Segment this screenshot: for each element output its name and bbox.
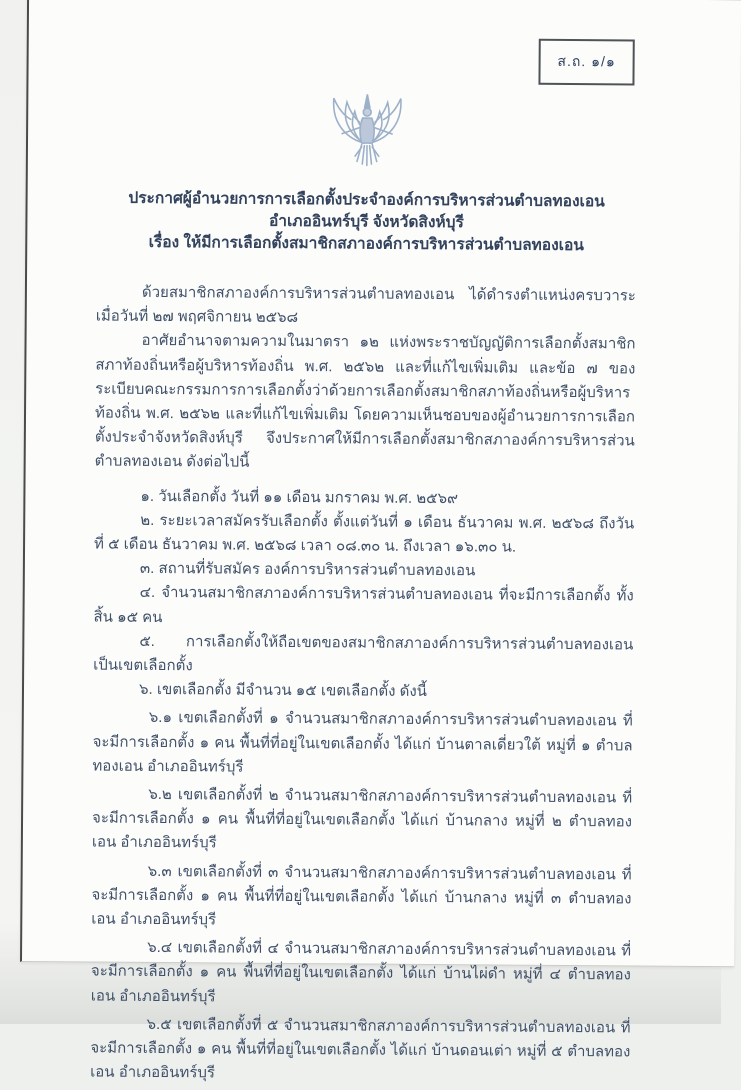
announcement-item-4: ๔. จำนวนสมาชิกสภาองค์การบริหารส่วนตำบลทองเอน ที่จะมีการเลือกตั้ง ทั้งสิ้น ๑๕ คน — [93, 584, 634, 626]
district-subitem-6-5: ๖.๕ เขตเลือกตั้งที่ ๕ จำนวนสมาชิกสภาองค์การบริหารส่วนตำบลทองเอน ที่จะมีการเลือกตั้ง ๑ คน พื้นที่ที่อยู่ในเขตเลือกตั้ง ได้แก่ บ้านดอนเต่า หมู่ที่ ๕ ตำบลทองเอน อำเภออินทร์บุรี — [90, 1015, 631, 1082]
announcement-body — [90, 281, 636, 1089]
district-subitem-6-4: ๖.๔ เขตเลือกตั้งที่ ๔ จำนวนสมาชิกสภาองค์การบริหารส่วนตำบลทองเอน ที่จะมีการเลือกตั้ง ๑ คน พื้นที่ที่อยู่ในเขตเลือกตั้ง ได้แก่ บ้านไผ่ดำ หมู่ที่ ๔ ตำบลทองเอน อำเภออินทร์บุรี — [90, 939, 632, 1006]
title-line-1: ประกาศผู้อำนวยการการเลือกตั้งประจำองค์การบริหารส่วนตำบลทองเอน — [128, 189, 605, 211]
form-code-label: ส.ถ. ๑/๑ — [557, 52, 616, 70]
authority-paragraph: อาศัยอำนาจตามความในมาตรา ๑๒ แห่งพระราชบัญญัติการเลือกตั้งสมาชิกสภาท้องถิ่นหรือผู้บริหารท้องถิ่น พ.ศ. ๒๕๖๒ และที่แก้ไขเพิ่มเติม และข้อ ๗ ของระเบียบคณะกรรมการการเลือกตั้งว่าด้วยการเลือกตั้งสมาชิกสภาท้องถิ่นหรือผู้บริหารท้องถิ่น พ.ศ. ๒๕๖๒ และที่แก้ไขเพิ่มเติม โดยความเห็นชอบของผู้อำนวยการการเลือกตั้งประจำจังหวัดสิงห์บุรี จึงประกาศให้มีการเลือกตั้งสมาชิกสภาองค์การบริหารส่วนตำบลทองเอน ดังต่อไปนี้ — [94, 332, 636, 472]
preamble-paragraph: ด้วยสมาชิกสภาองค์การบริหารส่วนตำบลทองเอน ได้ดำรงตำแหน่งครบวาระ เมื่อวันที่ ๒๗ พฤศจิกายน ๒๕๖๘ — [95, 283, 636, 327]
announcement-item-6: ๖. เขตเลือกตั้ง มีจำนวน ๑๕ เขตเลือกตั้ง ดังนี้ — [138, 681, 428, 701]
announcement-title — [96, 188, 636, 258]
district-subitem-6-1: ๖.๑ เขตเลือกตั้งที่ ๑ จำนวนสมาชิกสภาองค์การบริหารส่วนตำบลทองเอน ที่จะมีการเลือกตั้ง ๑ คน พื้นที่ที่อยู่ในเขตเลือกตั้ง ได้แก่ บ้านตาลเดี่ยวใต้ หมู่ที่ ๑ ตำบลทองเอน อำเภออินทร์บุรี — [92, 709, 633, 776]
document-page — [20, 0, 741, 1082]
garuda-emblem-icon — [321, 91, 414, 183]
district-subitem-6-2: ๖.๒ เขตเลือกตั้งที่ ๒ จำนวนสมาชิกสภาองค์การบริหารส่วนตำบลทองเอน ที่จะมีการเลือกตั้ง ๑ คน พื้นที่ที่อยู่ในเขตเลือกตั้ง ได้แก่ บ้านกลาง หมู่ที่ ๒ ตำบลทองเอน อำเภออินทร์บุรี — [91, 785, 633, 852]
announcement-item-5: ๕. การเลือกตั้งให้ถือเขตของสมาชิกสภาองค์การบริหารส่วนตำบลทองเอน เป็นเขตเลือกตั้ง — [93, 632, 634, 675]
document-content — [90, 0, 638, 1089]
announcement-item-3: ๓. สถานที่รับสมัคร องค์การบริหารส่วนตำบลทองเอน — [139, 560, 476, 580]
announcement-item-2: ๒. ระยะเวลาสมัครรับเลือกตั้ง ตั้งแต่วันที่ ๑ เดือน ธันวาคม พ.ศ. ๒๕๖๘ ถึงวันที่ ๕ เดือน ธันวาคม พ.ศ. ๒๕๖๘ เวลา ๐๘.๓๐ น. ถึงเวลา ๑๖.๓๐ น. — [94, 511, 635, 556]
announcement-item-1: ๑. วันเลือกตั้ง วันที่ ๑๑ เดือน มกราคม พ.ศ. ๒๕๖๙ — [140, 487, 459, 507]
emblem-container — [97, 90, 638, 185]
district-subitem-6-3: ๖.๓ เขตเลือกตั้งที่ ๓ จำนวนสมาชิกสภาองค์การบริหารส่วนตำบลทองเอน ที่จะมีการเลือกตั้ง ๑ คน พื้นที่ที่อยู่ในเขตเลือกตั้ง ได้แก่ บ้านกลาง หมู่ที่ ๓ ตำบลทองเอน อำเภออินทร์บุรี — [91, 862, 632, 929]
title-line-3: เรื่อง ให้มีการเลือกตั้งสมาชิกสภาองค์การบริหารส่วนตำบลทองเอน — [148, 233, 584, 255]
title-line-2: อำเภออินทร์บุรี จังหวัดสิงห์บุรี — [268, 212, 464, 232]
